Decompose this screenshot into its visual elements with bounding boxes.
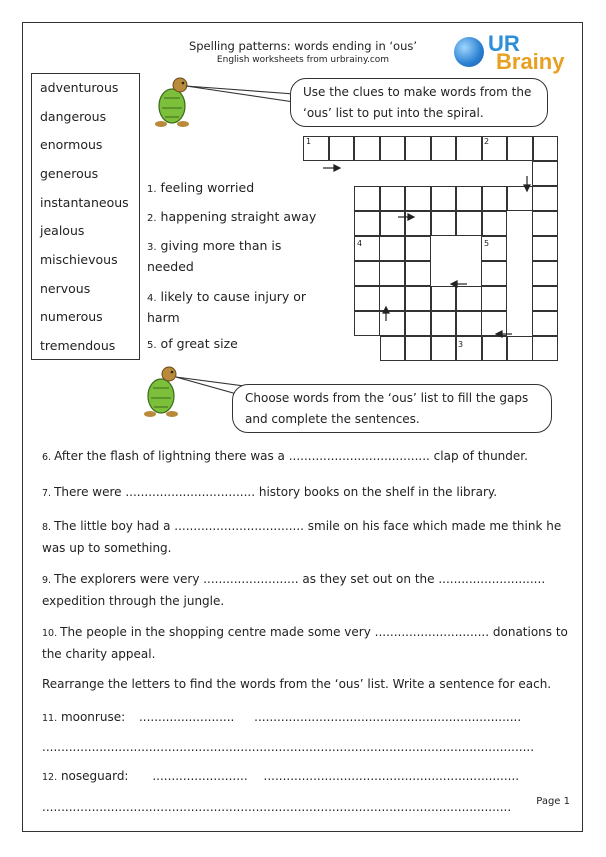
grid-number: 1 xyxy=(306,137,312,146)
anagram-number: 12. xyxy=(42,772,58,783)
logo-text-brainy: Brainy xyxy=(496,49,565,74)
sentence-number: 10. xyxy=(42,628,58,639)
sentence-number: 6. xyxy=(42,452,52,463)
word-list-item: tremendous xyxy=(40,338,116,353)
clue-number: 1. xyxy=(147,184,157,195)
answer-blank[interactable]: ......................... xyxy=(152,769,248,783)
anagram-number: 11. xyxy=(42,713,58,724)
word-list-item: enormous xyxy=(40,137,103,152)
sentence-text: The little boy had a .................................. smile on his face which made me think he was up to something. xyxy=(42,519,562,555)
sentence-9 xyxy=(42,569,552,611)
sentence-line[interactable]: ................................................................... xyxy=(263,769,520,783)
sentence-number: 8. xyxy=(42,522,52,533)
clue-text: likely to cause injury or harm xyxy=(147,289,307,325)
word-list-item: generous xyxy=(40,166,99,181)
word-list-item: adventurous xyxy=(40,80,119,95)
word-list-item: numerous xyxy=(40,309,103,324)
page-title: Spelling patterns: words ending in ‘ous’ xyxy=(188,39,418,53)
word-list-item: jealous xyxy=(40,223,85,238)
word-list-item: nervous xyxy=(40,281,91,296)
sentence-10 xyxy=(42,622,572,664)
sentence-text: The people in the shopping centre made some very .............................. donations to the charity appeal. xyxy=(42,625,568,661)
answer-blank[interactable]: ......................... xyxy=(138,710,235,724)
sentence-8 xyxy=(42,516,562,558)
sentence-text: After the flash of lightning there was a ..................................... clap of thunder. xyxy=(54,449,528,463)
word-list-item: instantaneous xyxy=(40,195,129,210)
logo-text-ur: UR xyxy=(488,31,520,56)
grid-number: 5 xyxy=(484,239,490,248)
sentence-line[interactable]: ...................................................................... xyxy=(254,710,522,724)
clue-text: feeling worried xyxy=(160,180,255,195)
sentence-number: 9. xyxy=(42,575,52,586)
instruction-anagrams: Rearrange the letters to find the words from the ‘ous’ list. Write a sentence for each. xyxy=(42,677,552,691)
anagram-11 xyxy=(42,710,521,724)
clue-text: of great size xyxy=(160,336,238,351)
instruction-bubble: Use the clues to make words from the ‘ous’ list to put into the spiral. xyxy=(290,78,548,127)
clue-number: 5. xyxy=(147,340,157,351)
clue-text: happening straight away xyxy=(160,209,317,224)
sentence-line-continued[interactable]: ........................................................................................................................... xyxy=(42,800,512,814)
sentence-7 xyxy=(42,482,572,504)
grid-number: 3 xyxy=(458,340,464,349)
word-list-item: mischievous xyxy=(40,252,118,267)
clue-number: 4. xyxy=(147,293,157,304)
clue-number: 3. xyxy=(147,242,157,253)
clue-number: 2. xyxy=(147,213,157,224)
anagram-12 xyxy=(42,769,519,783)
sentence-text: There were .................................. history books on the shelf in the library. xyxy=(54,485,498,499)
sentence-6 xyxy=(42,446,572,468)
page-number: Page 1 xyxy=(536,796,570,807)
anagram-word: noseguard: xyxy=(60,769,129,783)
sentence-text: The explorers were very ......................... as they set out on the ............................ expedition through the jungle. xyxy=(42,572,546,608)
clue-text: giving more than is needed xyxy=(147,238,282,274)
instruction-bubble: Choose words from the ‘ous’ list to fill the gaps and complete the sentences. xyxy=(232,384,552,433)
sentence-line-continued[interactable]: ................................................................................................................................. xyxy=(42,740,535,754)
page-subtitle: English worksheets from urbrainy.com xyxy=(216,55,390,65)
sentence-number: 7. xyxy=(42,488,52,499)
grid-number: 4 xyxy=(357,239,363,248)
anagram-word: moonruse: xyxy=(60,710,126,724)
word-list-item: dangerous xyxy=(40,109,107,124)
grid-number: 2 xyxy=(484,137,490,146)
